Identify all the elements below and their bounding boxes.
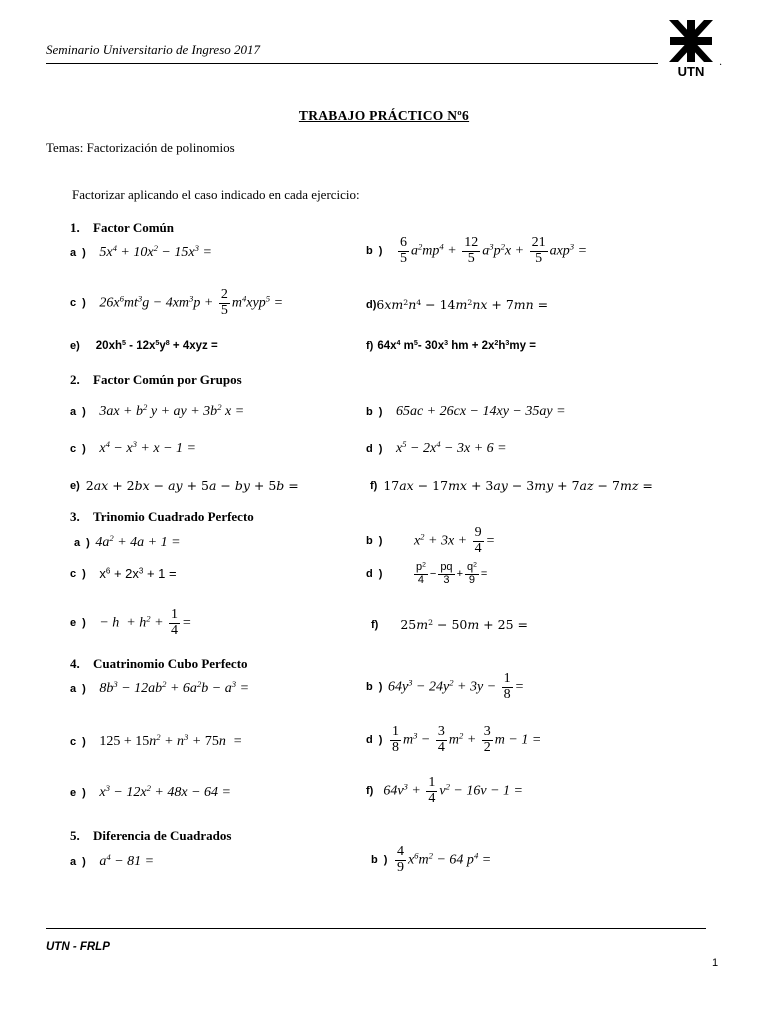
- section-number: 2.: [70, 372, 80, 387]
- item-label: d ): [366, 443, 384, 455]
- header-dot: .: [719, 57, 723, 68]
- section-title: Factor Común por Grupos: [93, 372, 242, 387]
- expression: $\frac{4}{9}$ $x^6m^2 - 64$ $p^4$ =: [396, 844, 492, 875]
- header-rule: [46, 63, 658, 64]
- expression: $6xm^2n^4 - 14m^2nx + 7mn$ =: [376, 297, 549, 312]
- item-label: b ): [366, 406, 384, 418]
- item-label: a ): [70, 856, 88, 868]
- item-label: d ): [366, 568, 384, 581]
- expression: $26x^6mt^3g - 4xm^3p$ + $\frac{2}{5}$ $m^4xyp^5$ =: [99, 287, 284, 318]
- exercise-4e: [70, 785, 231, 801]
- section-title: Trinomio Cuadrado Perfecto: [93, 509, 254, 524]
- expression: 2ax + 2bx − ay + 5a − by + 5b =: [85, 478, 299, 493]
- section-number: 1.: [70, 220, 80, 235]
- item-label: f): [371, 618, 379, 631]
- exercise-5b: [371, 845, 491, 875]
- item-label: e): [70, 340, 80, 352]
- expression: $4a^2 + 4a + 1$ =: [95, 533, 181, 550]
- item-label: c ): [70, 443, 88, 455]
- exercise-3a: [74, 535, 181, 551]
- section-number: 5.: [70, 828, 80, 843]
- item-label: b ): [366, 535, 384, 548]
- item-label: f): [370, 479, 378, 492]
- exercise-1e: [70, 340, 218, 352]
- item-label: c ): [70, 736, 88, 748]
- section-title: Factor Común: [93, 220, 175, 235]
- expression: $5x^4 + 10x^2 - 15x^3$ =: [99, 243, 212, 260]
- expression: 17ax − 17mx + 3ay − 3my + 7az − 7mz =: [383, 478, 653, 493]
- footer-text: UTN - FRLP: [46, 941, 110, 953]
- exercise-2e: [70, 478, 299, 493]
- exercise-2a: [70, 404, 244, 420]
- expression: $3ax + b^2$ y + ay + $3b^2$ x =: [99, 402, 245, 419]
- expression: 65ac + 26cx − 14xy − 35ay =: [395, 404, 566, 419]
- expression: $x^4 - x^3 + x - 1$ =: [99, 439, 196, 456]
- page-title: TRABAJO PRÁCTICO Nº6: [298, 108, 470, 123]
- expression: $64y^3 - 24y^2 + 3y$ − $\frac{1}{8}$ =: [387, 671, 525, 702]
- exercise-2f: [370, 478, 653, 493]
- exercise-1d: [366, 297, 548, 312]
- exercise-1a: [70, 245, 212, 261]
- expression: $\frac{p^2}{4}$ − $\frac{pq}{3}$ + $\frac{q^2}{9}$ =: [415, 561, 488, 586]
- expression: $25m^2 - 50m + 25$ =: [400, 617, 528, 632]
- section-title: Cuatrinomio Cubo Perfecto: [93, 656, 248, 671]
- expression: $x^3 - 12x^2 + 48x - 64$ =: [99, 783, 231, 800]
- instructions: Factorizar aplicando el caso indicado en cada ejercicio:: [72, 187, 360, 202]
- exercise-3e: [70, 608, 192, 638]
- section-2-heading: [70, 372, 242, 388]
- item-label: d ): [366, 734, 384, 747]
- item-label: e): [70, 479, 80, 492]
- footer-rule: [46, 928, 706, 929]
- item-label: b ): [371, 854, 389, 867]
- logo-text: UTN: [677, 64, 705, 78]
- expression: $a^4 - 81$ =: [99, 852, 155, 869]
- item-label: b ): [366, 681, 384, 694]
- page-number: 1: [712, 957, 719, 969]
- topics-line: Temas: Factorización de polinomios: [46, 140, 235, 155]
- exercise-4f: [366, 776, 523, 806]
- expression: $64v^3$ + $\frac{1}{4}$ $v^2 - 16v - 1$ =: [383, 775, 523, 806]
- expression: $125 + 15n^2 + n^3 + 75n$ =: [99, 732, 243, 749]
- item-label: a ): [70, 683, 88, 695]
- item-label: c ): [70, 297, 88, 310]
- exercise-3c: [70, 566, 177, 581]
- seminar-header: Seminario Universitario de Ingreso 2017: [46, 42, 260, 57]
- exercise-1f: [366, 340, 536, 352]
- item-label: a ): [70, 406, 88, 418]
- exercise-2c: [70, 441, 196, 457]
- expression: $64x^4$ $m^5-$ $30x^3$ hm + $2x^2h^3my$ =: [377, 339, 536, 352]
- expression: $\frac{1}{8}$ $m^3$ − $\frac{3}{4}$ $m^2$ + $\frac{3}{2}$ m − 1 =: [391, 724, 542, 755]
- item-label: b ): [366, 245, 384, 258]
- expression: $x^2 + 3x$ + $\frac{9}{4}$ =: [413, 525, 496, 556]
- section-5-heading: [70, 828, 231, 844]
- exercise-2d: [366, 441, 507, 457]
- section-3-heading: [70, 509, 254, 525]
- item-label: f): [366, 340, 374, 352]
- expression: $8b^3 - 12ab^2 + 6a^2b - a^3$ =: [99, 679, 250, 696]
- item-label: c ): [70, 567, 88, 580]
- exercise-1c: [70, 288, 283, 318]
- section-number: 4.: [70, 656, 80, 671]
- item-label: e ): [70, 787, 88, 799]
- item-label: f): [366, 785, 374, 798]
- utn-logo: [667, 20, 715, 78]
- section-1-heading: [70, 220, 174, 236]
- exercise-4c: [70, 734, 242, 750]
- item-label: d): [366, 298, 377, 311]
- section-number: 3.: [70, 509, 80, 524]
- exercise-3f: [371, 617, 528, 632]
- item-label: a ): [70, 247, 88, 259]
- item-label: a ): [74, 537, 92, 549]
- exercise-3b: [366, 526, 495, 556]
- exercise-3d: [366, 562, 487, 586]
- item-label: e ): [70, 617, 88, 630]
- expression: $\frac{6}{5}$ $a^2mp^4$ + $\frac{12}{5}$ $a^3p^2x$ + $\frac{21}{5}$ axp$^3$ =: [399, 235, 588, 266]
- section-title: Diferencia de Cuadrados: [93, 828, 232, 843]
- expression: $x^6 + 2x^3 + 1$ =: [99, 566, 177, 581]
- exercise-4d: [366, 725, 541, 755]
- exercise-4a: [70, 681, 249, 697]
- exercise-5a: [70, 854, 154, 870]
- expression: $20xh^5 - 12x^5y^8 + 4xyz$ =: [95, 339, 218, 352]
- section-4-heading: [70, 656, 248, 672]
- expression: − $h + h^2$ + $\frac{1}{4}$ =: [99, 607, 192, 638]
- expression: $x^5 - 2x^4 - 3x + 6$ =: [395, 439, 507, 456]
- exercise-4b: [366, 672, 524, 702]
- exercise-1b: [366, 236, 587, 266]
- exercise-2b: [366, 404, 566, 420]
